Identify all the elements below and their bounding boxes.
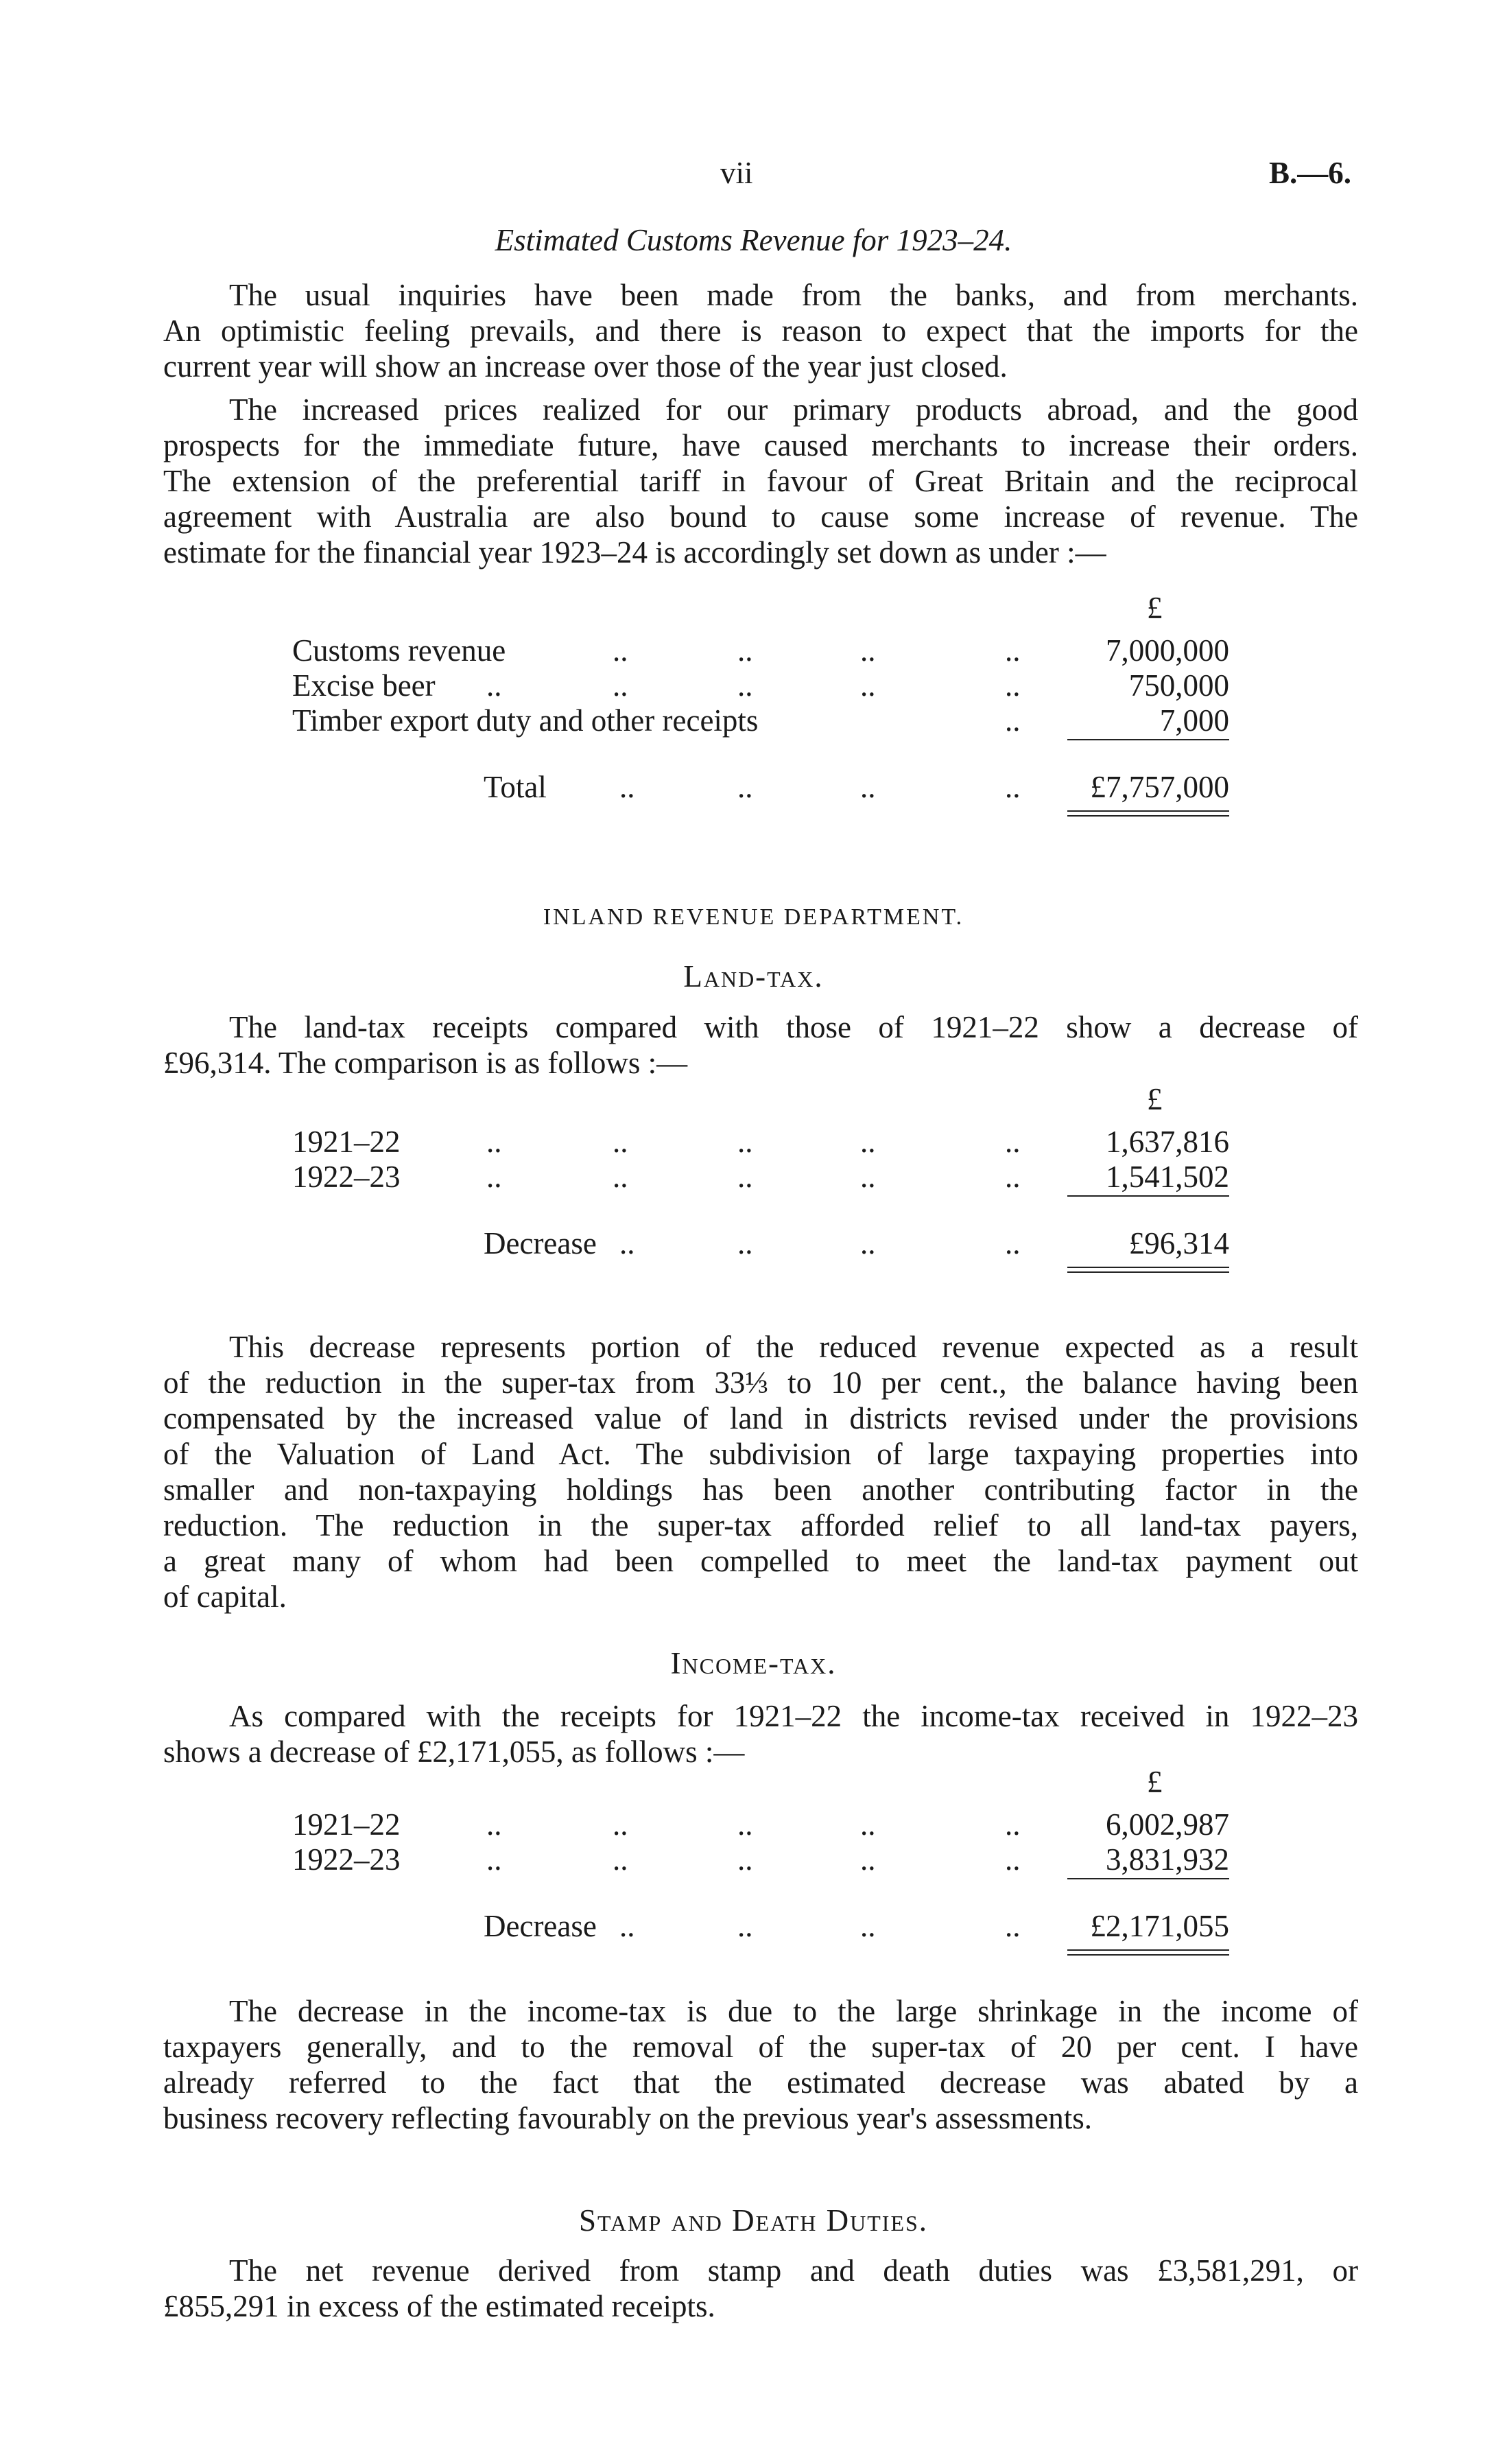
dot-leader: .. xyxy=(860,1160,876,1194)
dot-leader: .. xyxy=(1005,1226,1021,1260)
dot-leader: .. xyxy=(1005,770,1021,804)
dot-leader: .. xyxy=(1005,1909,1021,1943)
sum-rule xyxy=(1067,1878,1229,1879)
row-amount: 1,637,816 xyxy=(1106,1125,1229,1159)
row-label: Timber export duty and other receipts xyxy=(292,703,759,738)
text-line: a great many of whom had been compelled to meet the land-tax payment out xyxy=(163,1544,1358,1578)
row-amount: 3,831,932 xyxy=(1106,1842,1229,1877)
currency-symbol: £ xyxy=(1147,1765,1163,1799)
dot-leader: .. xyxy=(1005,1160,1021,1194)
currency-symbol: £ xyxy=(1147,1082,1163,1116)
dot-leader: .. xyxy=(486,1160,502,1194)
dot-leader: .. xyxy=(737,1807,753,1842)
dot-leader: .. xyxy=(613,1842,628,1877)
stamp-duties-heading: Stamp and Death Duties. xyxy=(578,2203,929,2238)
text-line: shows a decrease of £2,171,055, as follows :— xyxy=(163,1735,745,1769)
text-line: The usual inquiries have been made from the banks, and from merchants. xyxy=(229,278,1358,312)
sum-rule xyxy=(1067,1195,1229,1197)
dot-leader: .. xyxy=(737,1125,753,1159)
text-line: prospects for the immediate future, have caused merchants to increase their orders. xyxy=(163,428,1358,462)
text-line: The extension of the preferential tariff in favour of Great Britain and the reciprocal xyxy=(163,464,1358,498)
customs-paragraph-1 xyxy=(163,277,1358,384)
dot-leader: .. xyxy=(860,770,876,804)
total-label: Decrease xyxy=(484,1226,597,1260)
dot-leader: .. xyxy=(613,668,628,703)
row-label: 1922–23 xyxy=(292,1842,401,1877)
row-amount: 7,000 xyxy=(1159,703,1229,738)
text-line: compensated by the increased value of land in districts revised under the provisions xyxy=(163,1401,1358,1435)
text-line: reduction. The reduction in the super-tax afforded relief to all land-tax payers, xyxy=(163,1508,1358,1542)
double-rule-bottom xyxy=(1067,815,1229,817)
dot-leader: .. xyxy=(1005,703,1021,738)
dot-leader: .. xyxy=(737,668,753,703)
income-tax-explanation xyxy=(163,1993,1358,2136)
text-line: The decrease in the income-tax is due to the large shrinkage in the income of xyxy=(229,1994,1358,2028)
total-amount: £7,757,000 xyxy=(1090,770,1229,804)
row-amount: 6,002,987 xyxy=(1106,1807,1229,1842)
text-line: of the Valuation of Land Act. The subdivision of large taxpaying properties into xyxy=(163,1437,1358,1471)
row-amount: 1,541,502 xyxy=(1106,1160,1229,1194)
total-amount: £96,314 xyxy=(1128,1226,1229,1260)
land-tax-intro xyxy=(163,1009,1358,1081)
text-line: An optimistic feeling prevails, and there is reason to expect that the imports for the xyxy=(163,314,1358,348)
text-line: As compared with the receipts for 1921–22 the income-tax received in 1922–23 xyxy=(229,1699,1358,1733)
text-line: The increased prices realized for our primary products abroad, and the good xyxy=(229,392,1358,427)
text-line: The land-tax receipts compared with those of 1921–22 show a decrease of xyxy=(229,1010,1358,1044)
dot-leader: .. xyxy=(613,1125,628,1159)
text-line: business recovery reflecting favourably on the previous year's assessments. xyxy=(163,2101,1092,2135)
customs-title: Estimated Customs Revenue for 1923–24. xyxy=(495,223,1012,257)
text-line: estimate for the financial year 1923–24 is accordingly set down as under :— xyxy=(163,535,1106,570)
customs-paragraph-2 xyxy=(163,392,1358,570)
dot-leader: .. xyxy=(613,1807,628,1842)
dot-leader: .. xyxy=(619,770,635,804)
row-amount: 7,000,000 xyxy=(1106,633,1229,668)
text-line: This decrease represents portion of the reduced revenue expected as a result xyxy=(229,1330,1358,1364)
land-tax-heading: Land-tax. xyxy=(683,959,824,994)
double-rule-top xyxy=(1067,810,1229,812)
dot-leader: .. xyxy=(486,1807,502,1842)
double-rule-top xyxy=(1067,1949,1229,1951)
dot-leader: .. xyxy=(860,1125,876,1159)
dot-leader: .. xyxy=(619,1226,635,1260)
dot-leader: .. xyxy=(860,1226,876,1260)
total-amount: £2,171,055 xyxy=(1090,1909,1229,1943)
double-rule-bottom xyxy=(1067,1271,1229,1273)
dot-leader: .. xyxy=(737,1226,753,1260)
dot-leader: .. xyxy=(737,770,753,804)
dot-leader: .. xyxy=(737,633,753,668)
total-label: Decrease xyxy=(484,1909,597,1943)
row-amount: 750,000 xyxy=(1128,668,1229,703)
dot-leader: .. xyxy=(737,1842,753,1877)
text-line: £855,291 in excess of the estimated receipts. xyxy=(163,2289,715,2323)
dot-leader: .. xyxy=(737,1160,753,1194)
text-line: current year will show an increase over those of the year just closed. xyxy=(163,349,1008,384)
dot-leader: .. xyxy=(860,1909,876,1943)
text-line: agreement with Australia are also bound to cause some increase of revenue. The xyxy=(163,500,1358,534)
dot-leader: .. xyxy=(486,1125,502,1159)
currency-symbol: £ xyxy=(1147,591,1163,625)
text-line: £96,314. The comparison is as follows :— xyxy=(163,1046,688,1080)
page-number: vii xyxy=(720,156,753,190)
dot-leader: .. xyxy=(619,1909,635,1943)
stamp-duties-text xyxy=(163,2253,1358,2324)
dot-leader: .. xyxy=(860,1807,876,1842)
row-label: 1921–22 xyxy=(292,1125,401,1159)
row-label: Excise beer xyxy=(292,668,436,703)
total-label: Total xyxy=(484,770,547,804)
dot-leader: .. xyxy=(860,1842,876,1877)
text-line: taxpayers generally, and to the removal of the super-tax of 20 per cent. I have xyxy=(163,2030,1358,2064)
sum-rule xyxy=(1067,739,1229,740)
dot-leader: .. xyxy=(737,1909,753,1943)
dot-leader: .. xyxy=(860,668,876,703)
dot-leader: .. xyxy=(486,668,502,703)
row-label: 1922–23 xyxy=(292,1160,401,1194)
text-line: already referred to the fact that the estimated decrease was abated by a xyxy=(163,2065,1358,2100)
text-line: of the reduction in the super-tax from 33⅓ to 10 per cent., the balance having been xyxy=(163,1365,1358,1400)
dot-leader: .. xyxy=(613,1160,628,1194)
inland-revenue-heading: INLAND REVENUE DEPARTMENT. xyxy=(543,904,964,930)
row-label: Customs revenue xyxy=(292,633,506,668)
text-line: of capital. xyxy=(163,1580,287,1614)
text-line: smaller and non-taxpaying holdings has been another contributing factor in the xyxy=(163,1472,1358,1507)
dot-leader: .. xyxy=(1005,1807,1021,1842)
dot-leader: .. xyxy=(1005,1125,1021,1159)
text-line: The net revenue derived from stamp and death duties was £3,581,291, or xyxy=(229,2253,1358,2288)
double-rule-bottom xyxy=(1067,1954,1229,1956)
dot-leader: .. xyxy=(1005,668,1021,703)
dot-leader: .. xyxy=(1005,633,1021,668)
document-reference: B.—6. xyxy=(1269,156,1352,190)
dot-leader: .. xyxy=(1005,1842,1021,1877)
dot-leader: .. xyxy=(613,633,628,668)
double-rule-top xyxy=(1067,1267,1229,1268)
row-label: 1921–22 xyxy=(292,1807,401,1842)
land-tax-explanation xyxy=(163,1329,1358,1615)
income-tax-intro xyxy=(163,1698,1358,1770)
dot-leader: .. xyxy=(486,1842,502,1877)
dot-leader: .. xyxy=(860,633,876,668)
income-tax-heading: Income-tax. xyxy=(670,1646,837,1680)
